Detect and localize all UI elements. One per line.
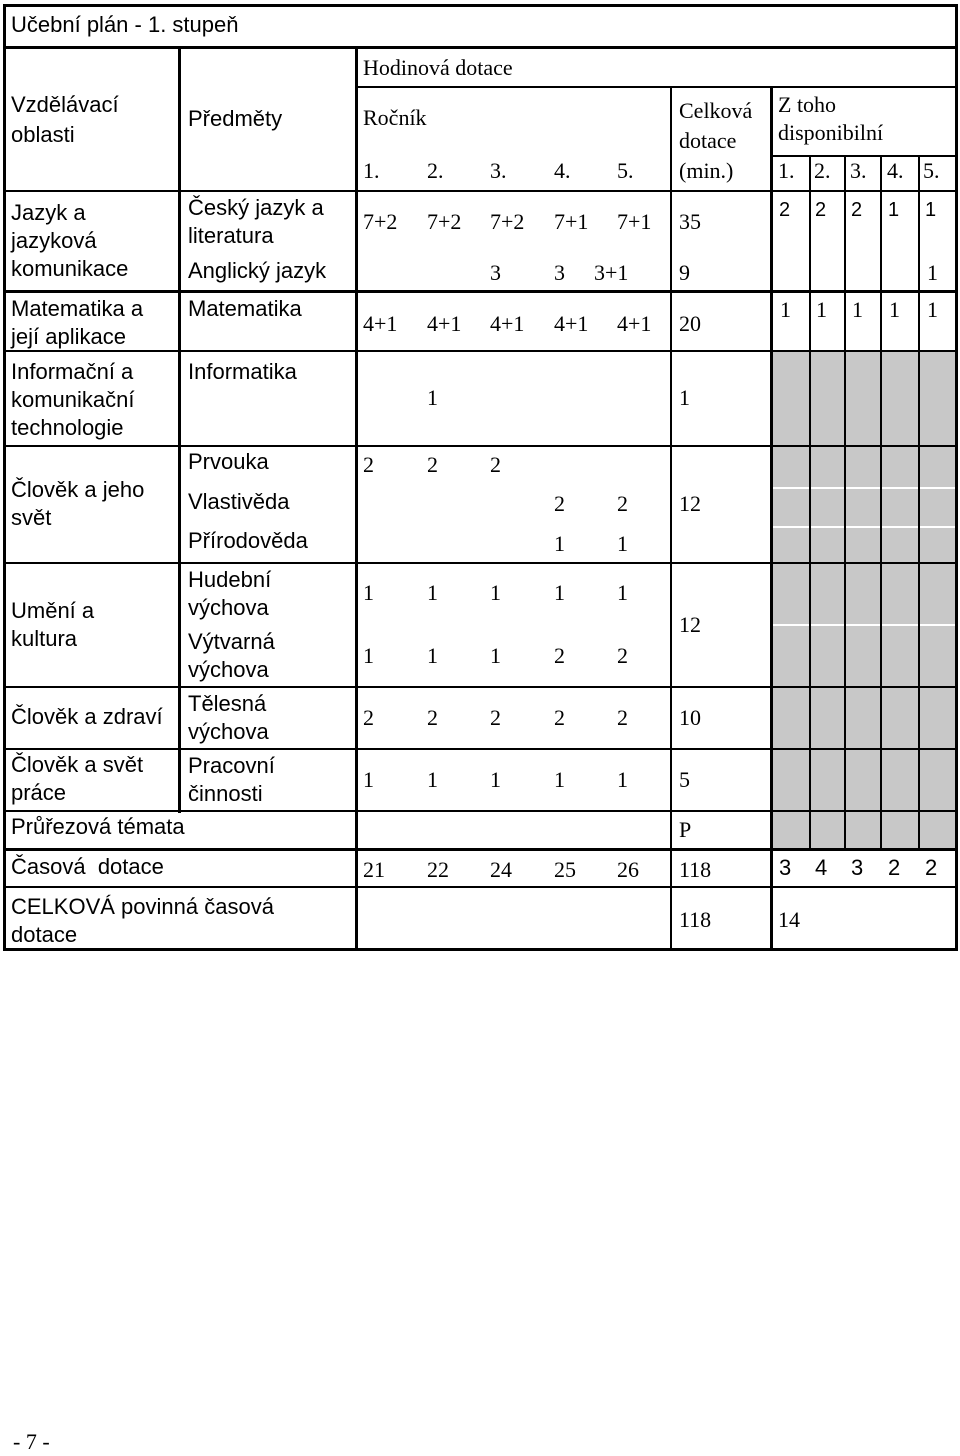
vv-grade-4: 2 xyxy=(554,643,565,668)
rule xyxy=(3,350,958,352)
gray-cell xyxy=(846,447,880,487)
gray-cell xyxy=(773,688,809,748)
inf-grade: 1 xyxy=(427,385,438,410)
subject-vlastiveda: Vlastivěda xyxy=(188,489,290,514)
header-disp-grade-5: 5. xyxy=(923,158,940,183)
tv-grade-4: 2 xyxy=(554,705,565,730)
cj-grade-3: 7+2 xyxy=(490,209,525,234)
gray-cell xyxy=(882,352,918,445)
header-grade-5: 5. xyxy=(617,158,634,183)
rule xyxy=(3,290,958,293)
subject-tv: Tělesná výchova xyxy=(188,691,269,744)
prirodoveda-grade-4: 1 xyxy=(554,531,565,556)
header-disponibilni: Z toho disponibilní xyxy=(778,92,884,145)
hv-grade-1: 1 xyxy=(363,580,374,605)
subject-prvouka: Prvouka xyxy=(188,449,269,474)
rule xyxy=(3,445,958,447)
m-grade-2: 4+1 xyxy=(427,311,462,336)
hv-grade-5: 1 xyxy=(617,580,628,605)
gray-cell xyxy=(920,750,955,810)
cj-total: 35 xyxy=(679,209,701,234)
temata-total: P xyxy=(679,817,692,842)
header-total: Celková dotace (min.) xyxy=(679,98,753,183)
gray-cell xyxy=(882,688,918,748)
area-prace: Člověk a svět práce xyxy=(11,752,144,805)
cj-grade-2: 7+2 xyxy=(427,209,462,234)
casova-grade-1: 21 xyxy=(363,857,385,882)
vv-grade-1: 1 xyxy=(363,643,374,668)
header-hourly: Hodinová dotace xyxy=(363,55,513,80)
hv-grade-3: 1 xyxy=(490,580,501,605)
casova-grade-4: 25 xyxy=(554,857,576,882)
pc-grade-5: 1 xyxy=(617,767,628,792)
pc-grade-2: 1 xyxy=(427,767,438,792)
gray-cell xyxy=(920,812,955,848)
subject-vv: Výtvarná výchova xyxy=(188,629,275,682)
casova-disp-3: 3 xyxy=(851,855,864,880)
gray-cell xyxy=(773,564,809,624)
m-total: 20 xyxy=(679,311,701,336)
gray-cell xyxy=(920,352,955,445)
casova-grade-2: 22 xyxy=(427,857,449,882)
page-title: Učební plán - 1. stupeň xyxy=(11,12,239,37)
rule xyxy=(809,155,811,851)
gray-cell xyxy=(882,750,918,810)
vv-grade-5: 2 xyxy=(617,643,628,668)
inf-total: 1 xyxy=(679,385,690,410)
gray-cell xyxy=(882,812,918,848)
casova-total: 118 xyxy=(679,857,712,882)
subject-cj: Český jazyk a literatura xyxy=(188,195,324,248)
m-disp-3: 1 xyxy=(852,297,863,322)
subject-inf: Informatika xyxy=(188,359,297,384)
gray-cell xyxy=(920,528,955,562)
m-grade-5: 4+1 xyxy=(617,311,652,336)
vlastiveda-grade-4: 2 xyxy=(554,491,565,516)
area-ict: Informační a komunikační technologie xyxy=(11,359,135,440)
casova-disp-5: 2 xyxy=(925,855,938,880)
rule xyxy=(3,4,958,7)
gray-cell xyxy=(773,489,809,526)
tv-grade-1: 2 xyxy=(363,705,374,730)
gray-cell xyxy=(773,528,809,562)
vv-grade-2: 1 xyxy=(427,643,438,668)
gray-cell xyxy=(811,564,844,624)
header-grade-2: 2. xyxy=(427,158,444,183)
gray-cell xyxy=(773,447,809,487)
aj-disp-5: 1 xyxy=(927,260,938,285)
pc-grade-3: 1 xyxy=(490,767,501,792)
gray-cell xyxy=(773,352,809,445)
pc-total: 5 xyxy=(679,767,690,792)
celkova-disp: 14 xyxy=(778,907,800,932)
rule xyxy=(3,810,958,812)
cj-disp-2: 2 xyxy=(815,199,827,221)
header-disp-grade-3: 3. xyxy=(850,158,867,183)
rule xyxy=(3,848,958,851)
gray-cell xyxy=(811,626,844,686)
m-disp-5: 1 xyxy=(927,297,938,322)
gray-cell xyxy=(811,352,844,445)
gray-cell xyxy=(846,352,880,445)
gray-cell xyxy=(811,489,844,526)
gray-cell xyxy=(846,489,880,526)
aj-grade-5: 3+1 xyxy=(594,260,629,285)
cj-disp-4: 1 xyxy=(888,199,900,221)
m-disp-2: 1 xyxy=(816,297,827,322)
prirodoveda-grade-5: 1 xyxy=(617,531,628,556)
area-matematika: Matematika a její aplikace xyxy=(11,296,144,349)
cj-grade-5: 7+1 xyxy=(617,209,652,234)
page-number: - 7 - xyxy=(13,1429,50,1454)
gray-cell xyxy=(846,528,880,562)
gray-cell xyxy=(920,626,955,686)
gray-cell xyxy=(846,750,880,810)
casova-label: Časová dotace xyxy=(11,854,164,879)
rule xyxy=(357,86,958,88)
hv-grade-4: 1 xyxy=(554,580,565,605)
m-disp-4: 1 xyxy=(889,297,900,322)
gray-cell xyxy=(882,528,918,562)
header-grade-4: 4. xyxy=(554,158,571,183)
rule xyxy=(3,46,958,49)
gray-cell xyxy=(920,447,955,487)
gray-cell xyxy=(882,447,918,487)
header-subjects: Předměty xyxy=(188,106,283,131)
rule xyxy=(880,155,882,851)
gray-cell xyxy=(846,812,880,848)
gray-cell xyxy=(846,688,880,748)
subject-prirodoveda: Přírodověda xyxy=(188,528,308,553)
prvouka-grade-1: 2 xyxy=(363,452,374,477)
gray-cell xyxy=(811,812,844,848)
rule xyxy=(3,886,958,888)
rule xyxy=(670,88,672,951)
area-temata: Průřezová témata xyxy=(11,814,185,839)
tv-grade-2: 2 xyxy=(427,705,438,730)
gray-cell xyxy=(846,564,880,624)
casova-grade-3: 24 xyxy=(490,857,512,882)
cj-disp-1: 2 xyxy=(779,199,791,221)
gray-cell xyxy=(811,447,844,487)
subject-pc: Pracovní činnosti xyxy=(188,753,275,806)
celkova-label: CELKOVÁ povinná časová dotace xyxy=(11,894,274,947)
casova-disp-1: 3 xyxy=(779,855,792,880)
cj-disp-5: 1 xyxy=(925,199,937,221)
prvouka-grade-2: 2 xyxy=(427,452,438,477)
casova-grade-5: 26 xyxy=(617,857,639,882)
tv-grade-5: 2 xyxy=(617,705,628,730)
subject-aj: Anglický jazyk xyxy=(188,258,327,283)
gray-cell xyxy=(811,528,844,562)
vlastiveda-grade-5: 2 xyxy=(617,491,628,516)
header-disp-grade-4: 4. xyxy=(887,158,904,183)
tv-grade-3: 2 xyxy=(490,705,501,730)
clovek-svet-total: 12 xyxy=(679,491,701,516)
rule xyxy=(844,155,846,851)
prvouka-grade-3: 2 xyxy=(490,452,501,477)
header-areas: Vzdělávací oblasti xyxy=(11,92,119,147)
gray-cell xyxy=(773,626,809,686)
gray-cell xyxy=(882,626,918,686)
area-zdravi: Člověk a zdraví xyxy=(11,704,163,729)
celkova-total: 118 xyxy=(679,907,712,932)
vv-grade-3: 1 xyxy=(490,643,501,668)
gray-cell xyxy=(811,750,844,810)
rule xyxy=(3,748,958,750)
cj-grade-4: 7+1 xyxy=(554,209,589,234)
cj-disp-3: 2 xyxy=(851,199,863,221)
rule xyxy=(3,190,958,192)
m-disp-1: 1 xyxy=(780,297,791,322)
header-grade: Ročník xyxy=(363,105,427,130)
header-disp-grade-2: 2. xyxy=(814,158,831,183)
m-grade-1: 4+1 xyxy=(363,311,398,336)
area-umeni: Umění a kultura xyxy=(11,598,95,651)
casova-disp-2: 4 xyxy=(815,855,828,880)
gray-cell xyxy=(846,626,880,686)
gray-cell xyxy=(920,564,955,624)
rule xyxy=(918,155,920,851)
rule xyxy=(3,562,958,564)
gray-cell xyxy=(773,750,809,810)
casova-disp-4: 2 xyxy=(888,855,901,880)
m-grade-3: 4+1 xyxy=(490,311,525,336)
area-clovek-svet: Člověk a jeho svět xyxy=(11,477,145,530)
rule xyxy=(3,686,958,688)
rule xyxy=(178,46,181,813)
header-grade-3: 3. xyxy=(490,158,507,183)
header-disp-grade-1: 1. xyxy=(778,158,795,183)
rule xyxy=(770,88,773,951)
area-jazyk: Jazyk a jazyková komunikace xyxy=(11,200,129,281)
cj-grade-1: 7+2 xyxy=(363,209,398,234)
pc-grade-4: 1 xyxy=(554,767,565,792)
gray-cell xyxy=(882,489,918,526)
umeni-total: 12 xyxy=(679,612,701,637)
tv-total: 10 xyxy=(679,705,701,730)
gray-cell xyxy=(920,688,955,748)
subject-hv: Hudební výchova xyxy=(188,567,272,620)
aj-grade-4: 3 xyxy=(554,260,565,285)
hv-grade-2: 1 xyxy=(427,580,438,605)
aj-grade-3: 3 xyxy=(490,260,501,285)
rule xyxy=(355,46,358,951)
header-grade-1: 1. xyxy=(363,158,380,183)
aj-total: 9 xyxy=(679,260,690,285)
m-grade-4: 4+1 xyxy=(554,311,589,336)
gray-cell xyxy=(811,688,844,748)
gray-cell xyxy=(773,812,809,848)
gray-cell xyxy=(920,489,955,526)
pc-grade-1: 1 xyxy=(363,767,374,792)
subject-m: Matematika xyxy=(188,296,302,321)
gray-cell xyxy=(882,564,918,624)
